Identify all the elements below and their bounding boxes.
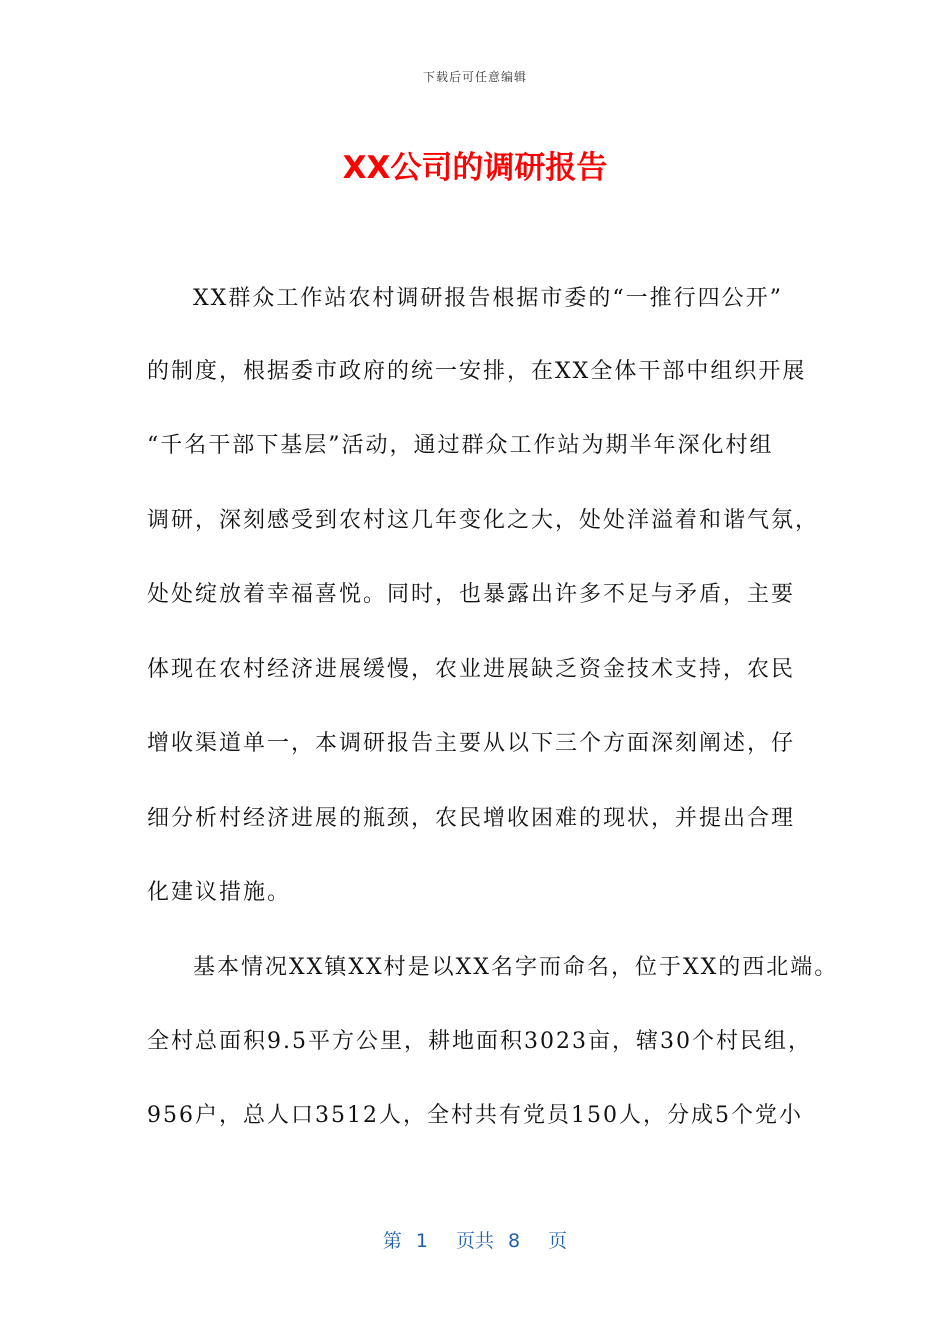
footer-middle: 页共 xyxy=(455,1230,494,1252)
header-note: 下载后可任意编辑 xyxy=(422,70,527,84)
page-footer xyxy=(0,1226,950,1253)
footer-prefix: 第 xyxy=(382,1230,402,1252)
paragraph-line: 化建议措施。 xyxy=(147,880,292,905)
paragraph-line: XX群众工作站农村调研报告根据市委的“一推行四公开” xyxy=(193,286,783,311)
paragraph-line: 增收渠道单一，本调研报告主要从以下三个方面深刻阐述，仔 xyxy=(147,731,796,756)
footer-total-pages: 8 xyxy=(508,1230,521,1252)
paragraph-line: 基本情况XX镇XX村是以XX名字而命名，位于XX的西北端。 xyxy=(193,955,839,980)
paragraph-line: 处处绽放着幸福喜悦。同时，也暴露出许多不足与矛盾，主要 xyxy=(147,582,796,607)
footer-suffix: 页 xyxy=(548,1230,568,1252)
paragraph-line: 体现在农村经济进展缓慢，农业进展缺乏资金技术支持，农民 xyxy=(147,657,796,682)
document-title: XX公司的调研报告 xyxy=(342,150,608,186)
paragraph-line: 调研，深刻感受到农村这几年变化之大，处处洋溢着和谐气氛， xyxy=(147,508,820,533)
paragraph-line: 细分析村经济进展的瓶颈，农民增收困难的现状，并提出合理 xyxy=(147,806,796,831)
footer-current-page: 1 xyxy=(415,1230,428,1252)
paragraph-line: 956户，总人口3512人，全村共有党员150人，分成5个党小 xyxy=(147,1103,803,1128)
paragraph-line: 全村总面积9.5平方公里，耕地面积3023亩，辖30个村民组， xyxy=(147,1029,812,1054)
paragraph-line: “千名干部下基层”活动，通过群众工作站为期半年深化村组 xyxy=(147,433,774,458)
paragraph-line: 的制度，根据委市政府的统一安排，在XX全体干部中组织开展 xyxy=(147,359,807,384)
